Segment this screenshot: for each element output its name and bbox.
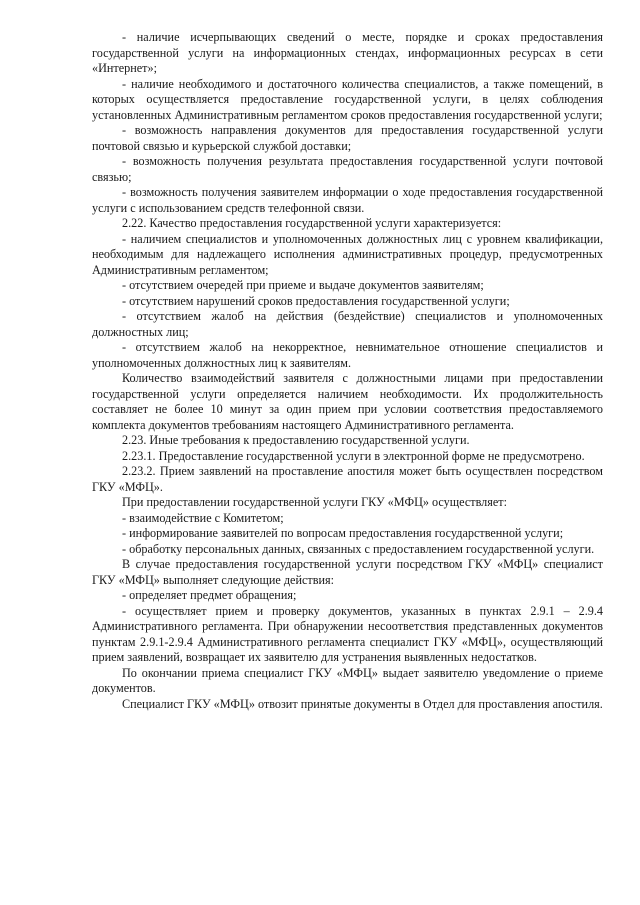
document-page [92,30,603,712]
paragraph: - отсутствием очередей при приеме и выдаче документов заявителям; [122,278,484,292]
paragraph: - возможность получения заявителем информации о ходе предоставления государственной услуги с использованием средств телефонной связи. [92,185,603,215]
paragraph: - возможность получения результата предоставления государственной услуги почтовой связью; [92,154,603,184]
paragraph: 2.23.2. Прием заявлений на проставление апостиля может быть осуществлен посредством ГКУ «МФЦ». [92,464,603,494]
paragraph: - наличием специалистов и уполномоченных должностных лиц с уровнем квалификации, необходимым для надлежащего исполнения административных процедур, предусмотренных Административным регламентом; [92,231,603,277]
paragraph: - наличие исчерпывающих сведений о месте, порядке и сроках предоставления государственной услуги на информационных стендах, информационных ресурсах в сети «Интернет»; [92,30,603,75]
paragraph: 2.23. Иные требования к предоставлению государственной услуги. [122,433,470,447]
paragraph: - наличие необходимого и достаточного количества специалистов, а также помещений, в которых осуществляется предоставление государственной услуги, в целях соблюдения установленных Административным регламентом сроков предоставления государственной услуги; [92,76,603,122]
paragraph: - отсутствием жалоб на действия (бездействие) специалистов и уполномоченных должностных лиц; [92,309,603,339]
paragraph: При предоставлении государственной услуги ГКУ «МФЦ» осуществляет: [122,495,507,509]
paragraph: - возможность направления документов для предоставления государственной услуги почтовой связью и курьерской службой доставки; [92,123,603,153]
paragraph: По окончании приема специалист ГКУ «МФЦ» выдает заявителю уведомление о приеме документов. [92,665,603,695]
paragraph: В случае предоставления государственной услуги посредством ГКУ «МФЦ» специалист ГКУ «МФЦ» выполняет следующие действия: [92,557,603,587]
paragraph: - отсутствием нарушений сроков предоставления государственной услуги; [122,293,510,308]
paragraph: - отсутствием жалоб на некорректное, невнимательное отношение специалистов и уполномоченных должностных лиц к заявителям. [92,340,603,370]
paragraph: - определяет предмет обращения; [122,588,297,602]
paragraph: - взаимодействие с Комитетом; [122,510,284,525]
paragraph: 2.23.1. Предоставление государственной услуги в электронной форме не предусмотрено. [122,448,585,463]
paragraph: Количество взаимодействий заявителя с должностными лицами при предоставлении государственной услуги определяется наличием необходимости. Их продолжительность составляет не более 10 минут за один прием при условии соответствия предоставляемого комплекта документов требованиям настоящего Административного регламента. [92,371,603,432]
paragraph: - осуществляет прием и проверку документов, указанных в пунктах 2.9.1 – 2.9.4 Административного регламента. При обнаружении несоответствия представленных документов пунктам 2.9.1-2.9.4 Административного регламента специалист ГКУ «МФЦ», осуществляющий прием заявлений, возвращает их заявителю для устранения выявленных недостатков. [92,603,603,664]
paragraph: 2.22. Качество предоставления государственной услуги характеризуется: [122,216,502,230]
paragraph: - информирование заявителей по вопросам предоставления государственной услуги; [122,526,564,540]
paragraph: - обработку персональных данных, связанных с предоставлением государственной услуги. [122,541,595,556]
paragraph: Специалист ГКУ «МФЦ» отвозит принятые документы в Отдел для проставления апостиля. [122,696,603,711]
